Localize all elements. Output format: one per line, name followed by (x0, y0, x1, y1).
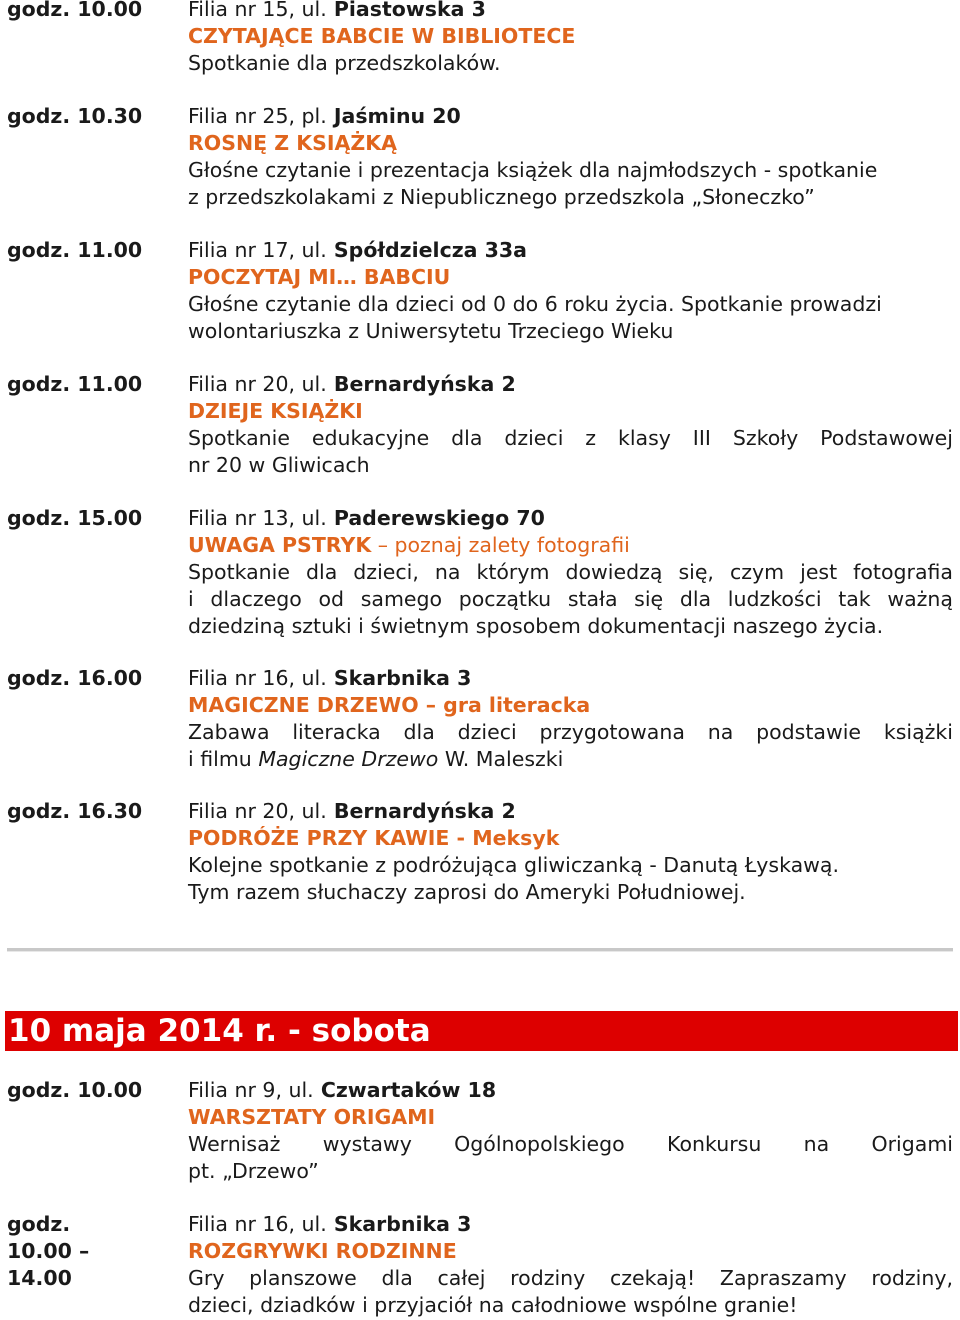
event-location (188, 237, 953, 264)
description-line: dziedziną sztuki i świetnym sposobem dokumentacji naszego życia. (188, 614, 884, 638)
event-title: ROSNĘ Z KSIĄŻKĄ (188, 131, 398, 155)
location-prefix: Filia nr 13, ul. (188, 506, 327, 530)
event-body (188, 1211, 953, 1319)
event-description (188, 291, 953, 345)
description-line: Spotkanie dla dzieci, na którym dowiedzą się, czym jest fotografia (188, 560, 953, 584)
time-line: 14.00 (7, 1266, 72, 1290)
text-run: i filmu (188, 747, 259, 771)
event-time: godz. 10.30 (7, 104, 143, 128)
event-title (188, 532, 953, 559)
description-line: wolontariuszka z Uniwersytetu Trzeciego Wieku (188, 319, 674, 343)
time-line: godz. (7, 1212, 71, 1236)
location-prefix: Filia nr 20, ul. (188, 372, 327, 396)
event-body (188, 1077, 953, 1185)
event-description (188, 719, 953, 773)
section-divider (7, 948, 953, 952)
event-time: godz. 15.00 (7, 506, 143, 530)
event-body (188, 237, 953, 345)
event-title: WARSZTATY ORIGAMI (188, 1105, 436, 1129)
description-line: Zabawa literacka dla dzieci przygotowana na podstawie książki (188, 720, 953, 744)
location-street: Skarbnika 3 (333, 1212, 472, 1236)
event-time: godz. 16.00 (7, 666, 143, 690)
description-line: nr 20 w Gliwicach (188, 453, 370, 477)
day-header: 10 maja 2014 r. - sobota (5, 1011, 958, 1051)
event-location (188, 505, 953, 532)
event-description (188, 425, 953, 479)
event-time: godz. 16.30 (7, 799, 143, 823)
event-location (188, 0, 953, 23)
event-location (188, 665, 953, 692)
event-time (7, 1211, 182, 1292)
event-location (188, 103, 953, 130)
description-line: pt. „Drzewo” (188, 1159, 319, 1183)
location-street: Bernardyńska 2 (333, 372, 516, 396)
event-title: CZYTAJĄCE BABCIE W BIBLIOTECE (188, 24, 576, 48)
event-title: POCZYTAJ MI… BABCIU (188, 265, 451, 289)
description-line (188, 746, 953, 773)
event-title: ROZGRYWKI RODZINNE (188, 1239, 457, 1263)
event-location (188, 1211, 953, 1238)
location-street: Jaśminu 20 (333, 104, 461, 128)
event-title: PODRÓŻE PRZY KAWIE - Meksyk (188, 826, 560, 850)
location-prefix: Filia nr 16, ul. (188, 666, 327, 690)
description-line: dzieci, dziadków i przyjaciół na całodniowe wspólne granie! (188, 1293, 798, 1317)
location-prefix: Filia nr 20, ul. (188, 799, 327, 823)
event-body (188, 103, 953, 211)
time-line: 10.00 – (7, 1239, 90, 1263)
text-run: W. Maleszki (438, 747, 564, 771)
event-description (188, 852, 953, 906)
location-prefix: Filia nr 9, ul. (188, 1078, 314, 1102)
event-location (188, 1077, 953, 1104)
location-street: Paderewskiego 70 (333, 506, 545, 530)
title-subtitle: – poznaj zalety fotografii (371, 533, 630, 557)
event-body (188, 0, 953, 77)
description-line: Tym razem słuchaczy zaprosi do Ameryki Południowej. (188, 880, 746, 904)
location-street: Spółdzielcza 33a (333, 238, 527, 262)
event-location (188, 798, 953, 825)
title-main: UWAGA PSTRYK (188, 533, 372, 557)
description-line: z przedszkolakami z Niepublicznego przedszkola „Słoneczko” (188, 185, 815, 209)
description-line: Głośne czytanie i prezentacja książek dla najmłodszych - spotkanie (188, 158, 878, 182)
event-time: godz. 10.00 (7, 1078, 143, 1102)
book-title-italic: Magiczne Drzewo (258, 747, 439, 771)
description-line: Gry planszowe dla całej rodziny czekają! Zapraszamy rodziny, (188, 1266, 953, 1290)
description-line: i dlaczego od samego początku stała się dla ludzkości tak ważną (188, 587, 953, 611)
location-street: Czwartaków 18 (320, 1078, 497, 1102)
event-location (188, 371, 953, 398)
event-time: godz. 11.00 (7, 372, 143, 396)
location-prefix: Filia nr 16, ul. (188, 1212, 327, 1236)
event-body (188, 371, 953, 479)
description-line: Wernisaż wystawy Ogólnopolskiego Konkursu na Origami (188, 1132, 953, 1156)
event-body (188, 505, 953, 640)
event-body (188, 798, 953, 906)
event-time: godz. 10.00 (7, 0, 143, 21)
event-time: godz. 11.00 (7, 238, 143, 262)
event-title: MAGICZNE DRZEWO – gra literacka (188, 693, 591, 717)
location-prefix: Filia nr 25, pl. (188, 104, 327, 128)
description-line: Spotkanie edukacyjne dla dzieci z klasy III Szkoły Podstawowej (188, 426, 953, 450)
event-description (188, 1265, 953, 1319)
event-description (188, 157, 953, 211)
event-body (188, 665, 953, 773)
location-prefix: Filia nr 15, ul. (188, 0, 327, 21)
event-description (188, 559, 953, 640)
description-line: Kolejne spotkanie z podróżująca gliwiczanką - Danutą Łyskawą. (188, 853, 839, 877)
location-street: Skarbnika 3 (333, 666, 472, 690)
event-title: DZIEJE KSIĄŻKI (188, 399, 363, 423)
description-line: Głośne czytanie dla dzieci od 0 do 6 roku życia. Spotkanie prowadzi (188, 292, 882, 316)
location-street: Piastowska 3 (333, 0, 486, 21)
location-street: Bernardyńska 2 (333, 799, 516, 823)
description-line: Spotkanie dla przedszkolaków. (188, 51, 501, 75)
location-prefix: Filia nr 17, ul. (188, 238, 327, 262)
event-description (188, 1131, 953, 1185)
event-description (188, 50, 953, 77)
